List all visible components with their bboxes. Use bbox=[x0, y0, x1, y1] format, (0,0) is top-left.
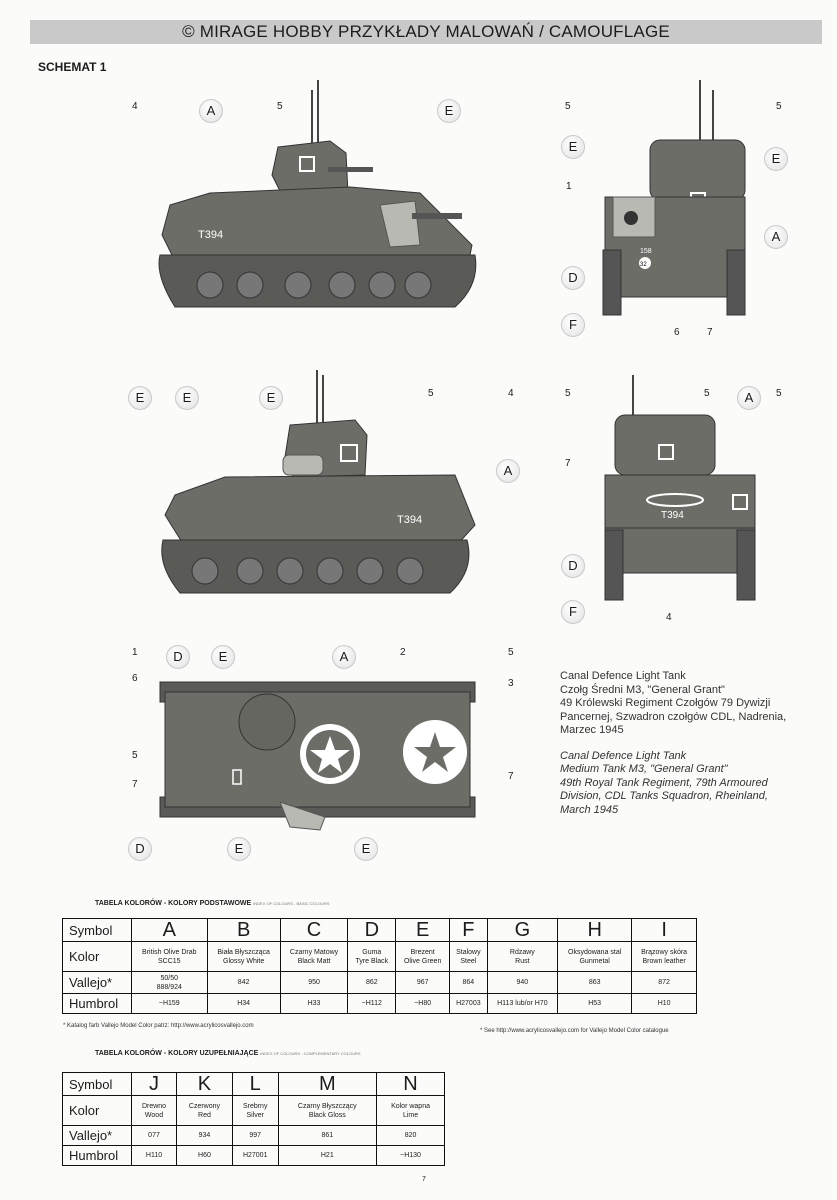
tactical-number-1: 158 bbox=[640, 248, 652, 255]
color-callout-badge: F bbox=[561, 600, 585, 624]
serial-marking: T394 bbox=[198, 229, 224, 241]
tank-front-view bbox=[595, 75, 755, 320]
tactical-number-2: 32 bbox=[640, 262, 647, 268]
complementary-colors-table bbox=[62, 1072, 445, 1166]
callout-number: 5 bbox=[428, 388, 434, 399]
color-callout-badge: F bbox=[561, 313, 585, 337]
serial-marking-3: T394 bbox=[661, 510, 684, 521]
callout-number: 5 bbox=[277, 101, 283, 112]
color-callout-badge: E bbox=[227, 837, 251, 861]
scheme-title: SCHEMAT 1 bbox=[38, 60, 107, 74]
callout-number: 7 bbox=[707, 327, 713, 338]
callout-number: 4 bbox=[132, 101, 138, 112]
table2-caption: TABELA KOLORÓW - KOLORY UZUPEŁNIAJĄCE INDEX OF COLOURS - COMPLEMENTARY COLOURS bbox=[95, 1050, 361, 1057]
color-callout-badge: A bbox=[737, 386, 761, 410]
table-row-vallejo: Vallejo* 077 934 997 861 820 bbox=[63, 1126, 445, 1146]
color-callout-badge: E bbox=[211, 645, 235, 669]
page-number: 7 bbox=[422, 1176, 426, 1183]
footnote-left: * Katalog farb Vallejo Model Color patrz: http://www.acrylicosvallejo.com bbox=[63, 1023, 254, 1029]
callout-number: 5 bbox=[776, 388, 782, 399]
color-callout-badge: A bbox=[332, 645, 356, 669]
description-english: Canal Defence Light Tank Medium Tank M3, "General Grant" 49th Royal Tank Regiment, 79th Armoured Division, CDL Tanks Squadron, Rheinland, March 1945 bbox=[560, 749, 768, 816]
color-callout-badge: A bbox=[496, 459, 520, 483]
color-callout-badge: E bbox=[437, 99, 461, 123]
table-row-kolor: Kolor British Olive Drab SCC15 Biała Błyszcząca Glossy White Czarny Matowy Black Matt Guma Tyre Black Brezent Olive Green Stalowy Steel Rdzawy Rust Oksydowana stal Gunmetal Brązowy skóra Brown leather bbox=[63, 942, 697, 972]
tank-top-view bbox=[155, 672, 480, 837]
page-header: © MIRAGE HOBBY PRZYKŁADY MALOWAŃ / CAMOUFLAGE bbox=[30, 20, 822, 44]
color-callout-badge: E bbox=[561, 135, 585, 159]
callout-number: 7 bbox=[508, 771, 514, 782]
description-polish: Canal Defence Light Tank Czołg Średni M3, "General Grant" 49 Królewski Regiment Czołgów 79 Dywizji Pancernej, Szwadron czołgów CDL, Nadrenia, Marzec 1945 bbox=[560, 670, 787, 736]
table-row-symbol: Symbol J K L M N bbox=[63, 1073, 445, 1096]
table-row-kolor: Kolor Drewno Wood Czerwony Red Srebrny Silver Czarny Błyszczący Black Gloss Kolor wapna Lime bbox=[63, 1096, 445, 1126]
callout-number: 2 bbox=[400, 647, 406, 658]
callout-number: 1 bbox=[566, 181, 572, 192]
color-callout-badge: D bbox=[561, 266, 585, 290]
callout-number: 4 bbox=[666, 612, 672, 623]
color-callout-badge: A bbox=[764, 225, 788, 249]
callout-number: 5 bbox=[704, 388, 710, 399]
color-callout-badge: D bbox=[166, 645, 190, 669]
color-callout-badge: E bbox=[259, 386, 283, 410]
footnote-right: * See http://www.acrylicosvallejo.com for Vallejo Model Color catalogue bbox=[480, 1028, 669, 1034]
callout-number: 5 bbox=[565, 388, 571, 399]
tank-side-view-right bbox=[155, 365, 485, 605]
color-callout-badge: D bbox=[561, 554, 585, 578]
color-callout-badge: E bbox=[764, 147, 788, 171]
callout-number: 1 bbox=[132, 647, 138, 658]
callout-number: 5 bbox=[508, 647, 514, 658]
color-callout-badge: A bbox=[199, 99, 223, 123]
callout-number: 7 bbox=[132, 779, 138, 790]
color-callout-badge: E bbox=[128, 386, 152, 410]
vehicle-description bbox=[560, 670, 800, 829]
color-callout-badge: E bbox=[354, 837, 378, 861]
table-row-vallejo: Vallejo* 50/50 888/924 842 950 862 967 864 940 863 872 bbox=[63, 972, 697, 994]
callout-number: 5 bbox=[776, 101, 782, 112]
basic-colors-table bbox=[62, 918, 697, 1014]
table-row-humbrol: Humbrol H110 H60 H27001 H21 ~H130 bbox=[63, 1146, 445, 1166]
callout-number: 5 bbox=[132, 750, 138, 761]
callout-number: 3 bbox=[508, 678, 514, 689]
color-callout-badge: E bbox=[175, 386, 199, 410]
color-callout-badge: D bbox=[128, 837, 152, 861]
table-row-humbrol: Humbrol ~H159 H34 H33 ~H112 ~H80 H27003 H113 lub/or H70 H53 H10 bbox=[63, 994, 697, 1014]
table1-caption: TABELA KOLORÓW - KOLORY PODSTAWOWE INDEX OF COLOURS - BASIC COLOURS bbox=[95, 900, 330, 907]
callout-number: 4 bbox=[508, 388, 514, 399]
table-row-symbol: Symbol A B C D E F G H I bbox=[63, 919, 697, 942]
callout-number: 6 bbox=[132, 673, 138, 684]
callout-number: 7 bbox=[565, 458, 571, 469]
serial-marking-2: T394 bbox=[397, 514, 423, 526]
callout-number: 5 bbox=[565, 101, 571, 112]
callout-number: 6 bbox=[674, 327, 680, 338]
